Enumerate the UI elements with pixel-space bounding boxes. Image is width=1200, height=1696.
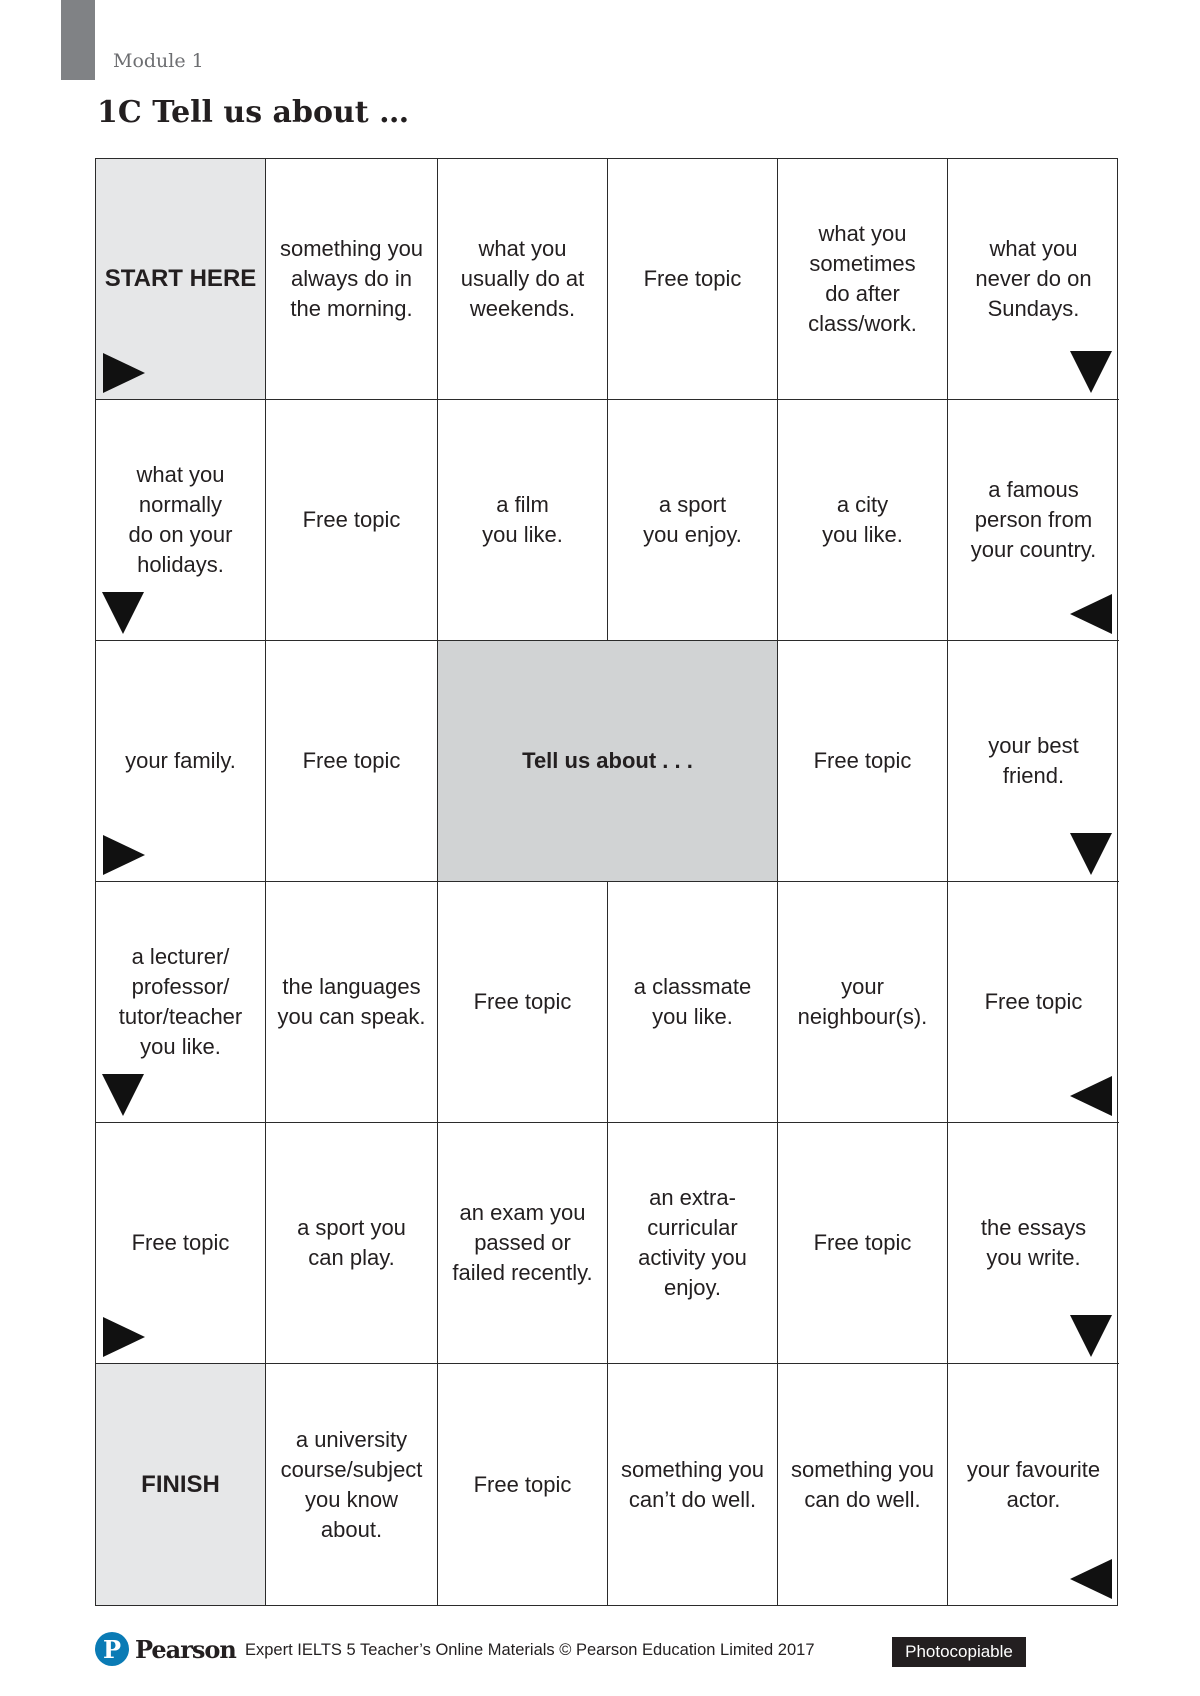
square-text: your best friend. — [988, 733, 1079, 788]
board-square — [778, 1123, 948, 1364]
square-text: something you always do in the morning. — [279, 236, 424, 321]
arrow-down-icon — [1070, 1315, 1112, 1357]
board-square — [608, 1123, 778, 1364]
arrow-down-icon — [102, 592, 144, 634]
board-square — [266, 1364, 438, 1605]
square-text: Free topic — [473, 989, 572, 1014]
copyright-text: Expert IELTS 5 Teacher’s Online Materials © Pearson Education Limited 2017 — [245, 1641, 815, 1659]
arrow-right-icon — [103, 1317, 145, 1357]
square-text: your neighbour(s). — [797, 974, 928, 1029]
board-square — [778, 159, 948, 400]
square-text: what you sometimes do after class/work. — [808, 221, 917, 336]
square-text: an exam you passed or failed recently. — [452, 1200, 593, 1285]
square-text: the languages you can speak. — [277, 974, 426, 1029]
square-text: your family. — [125, 748, 236, 773]
module-tab-bar — [61, 0, 95, 80]
pearson-wordmark: Pearson — [135, 1634, 236, 1664]
center-label: Tell us about . . . — [522, 748, 693, 773]
square-text: Free topic — [131, 1230, 230, 1255]
square-text: Free topic — [302, 748, 401, 773]
square-text: an extra- curricular activity you enjoy. — [638, 1185, 747, 1300]
arrow-right-icon — [103, 353, 145, 393]
square-text: what you never do on Sundays. — [975, 236, 1092, 321]
square-text: Free topic — [813, 1230, 912, 1255]
board-square — [96, 1123, 266, 1364]
board-square — [266, 1123, 438, 1364]
square-text: something you can do well. — [790, 1456, 935, 1512]
square-text: what you usually do at weekends. — [460, 236, 585, 321]
square-text: a film you like. — [482, 492, 563, 547]
board-square — [96, 882, 266, 1123]
pearson-logo-icon: P — [95, 1632, 129, 1666]
board-square — [778, 1364, 948, 1605]
pearson-logo — [95, 1632, 236, 1666]
game-board — [95, 158, 1118, 1606]
board-square — [96, 641, 266, 882]
board-square — [948, 641, 1119, 882]
board-square — [778, 882, 948, 1123]
page-title: 1C Tell us about … — [97, 95, 410, 130]
square-text: a famous person from your country. — [970, 477, 1097, 562]
board-square — [608, 1364, 778, 1605]
square-text: a sport you can play. — [297, 1215, 406, 1270]
square-text: Free topic — [643, 266, 742, 291]
board-square — [96, 400, 266, 641]
arrow-left-icon — [1070, 1076, 1112, 1116]
board-square — [438, 400, 608, 641]
board-square — [266, 400, 438, 641]
board-square — [266, 159, 438, 400]
arrow-down-icon — [102, 1074, 144, 1116]
start-square — [96, 159, 266, 400]
square-text: FINISH — [141, 1470, 220, 1498]
square-text: the essays you write. — [980, 1215, 1087, 1270]
board-square — [608, 882, 778, 1123]
board-square — [438, 882, 608, 1123]
square-text: something you can’t do well. — [620, 1456, 765, 1512]
board-square — [948, 159, 1119, 400]
board-square — [266, 641, 438, 882]
board-square — [266, 882, 438, 1123]
board-square — [948, 882, 1119, 1123]
square-text: your favourite actor. — [966, 1456, 1101, 1512]
arrow-down-icon — [1070, 833, 1112, 875]
board-square — [948, 400, 1119, 641]
arrow-right-icon — [103, 835, 145, 875]
square-text: a classmate you like. — [633, 974, 752, 1029]
square-text: Free topic — [302, 507, 401, 532]
board-square — [438, 1364, 608, 1605]
center-square — [438, 641, 778, 882]
board-square — [948, 1123, 1119, 1364]
board-square — [438, 159, 608, 400]
board-square — [778, 641, 948, 882]
square-text: a city you like. — [822, 492, 903, 547]
module-label: Module 1 — [113, 50, 204, 72]
arrow-left-icon — [1070, 594, 1112, 634]
photocopiable-badge: Photocopiable — [892, 1637, 1026, 1667]
square-text: a university course/subject you know about. — [280, 1426, 423, 1542]
square-text: Free topic — [473, 1471, 572, 1497]
square-text: what you normally do on your holidays. — [128, 462, 233, 577]
finish-square — [96, 1364, 266, 1605]
square-text: Free topic — [984, 989, 1083, 1014]
square-text: START HERE — [104, 265, 257, 292]
square-text: a sport you enjoy. — [643, 492, 742, 547]
square-text: a lecturer/ professor/ tutor/teacher you like. — [118, 944, 243, 1059]
board-square — [608, 159, 778, 400]
board-square — [948, 1364, 1119, 1605]
arrow-down-icon — [1070, 351, 1112, 393]
board-square — [778, 400, 948, 641]
arrow-left-icon — [1070, 1559, 1112, 1599]
board-square — [438, 1123, 608, 1364]
square-text: Free topic — [813, 748, 912, 773]
board-square — [608, 400, 778, 641]
